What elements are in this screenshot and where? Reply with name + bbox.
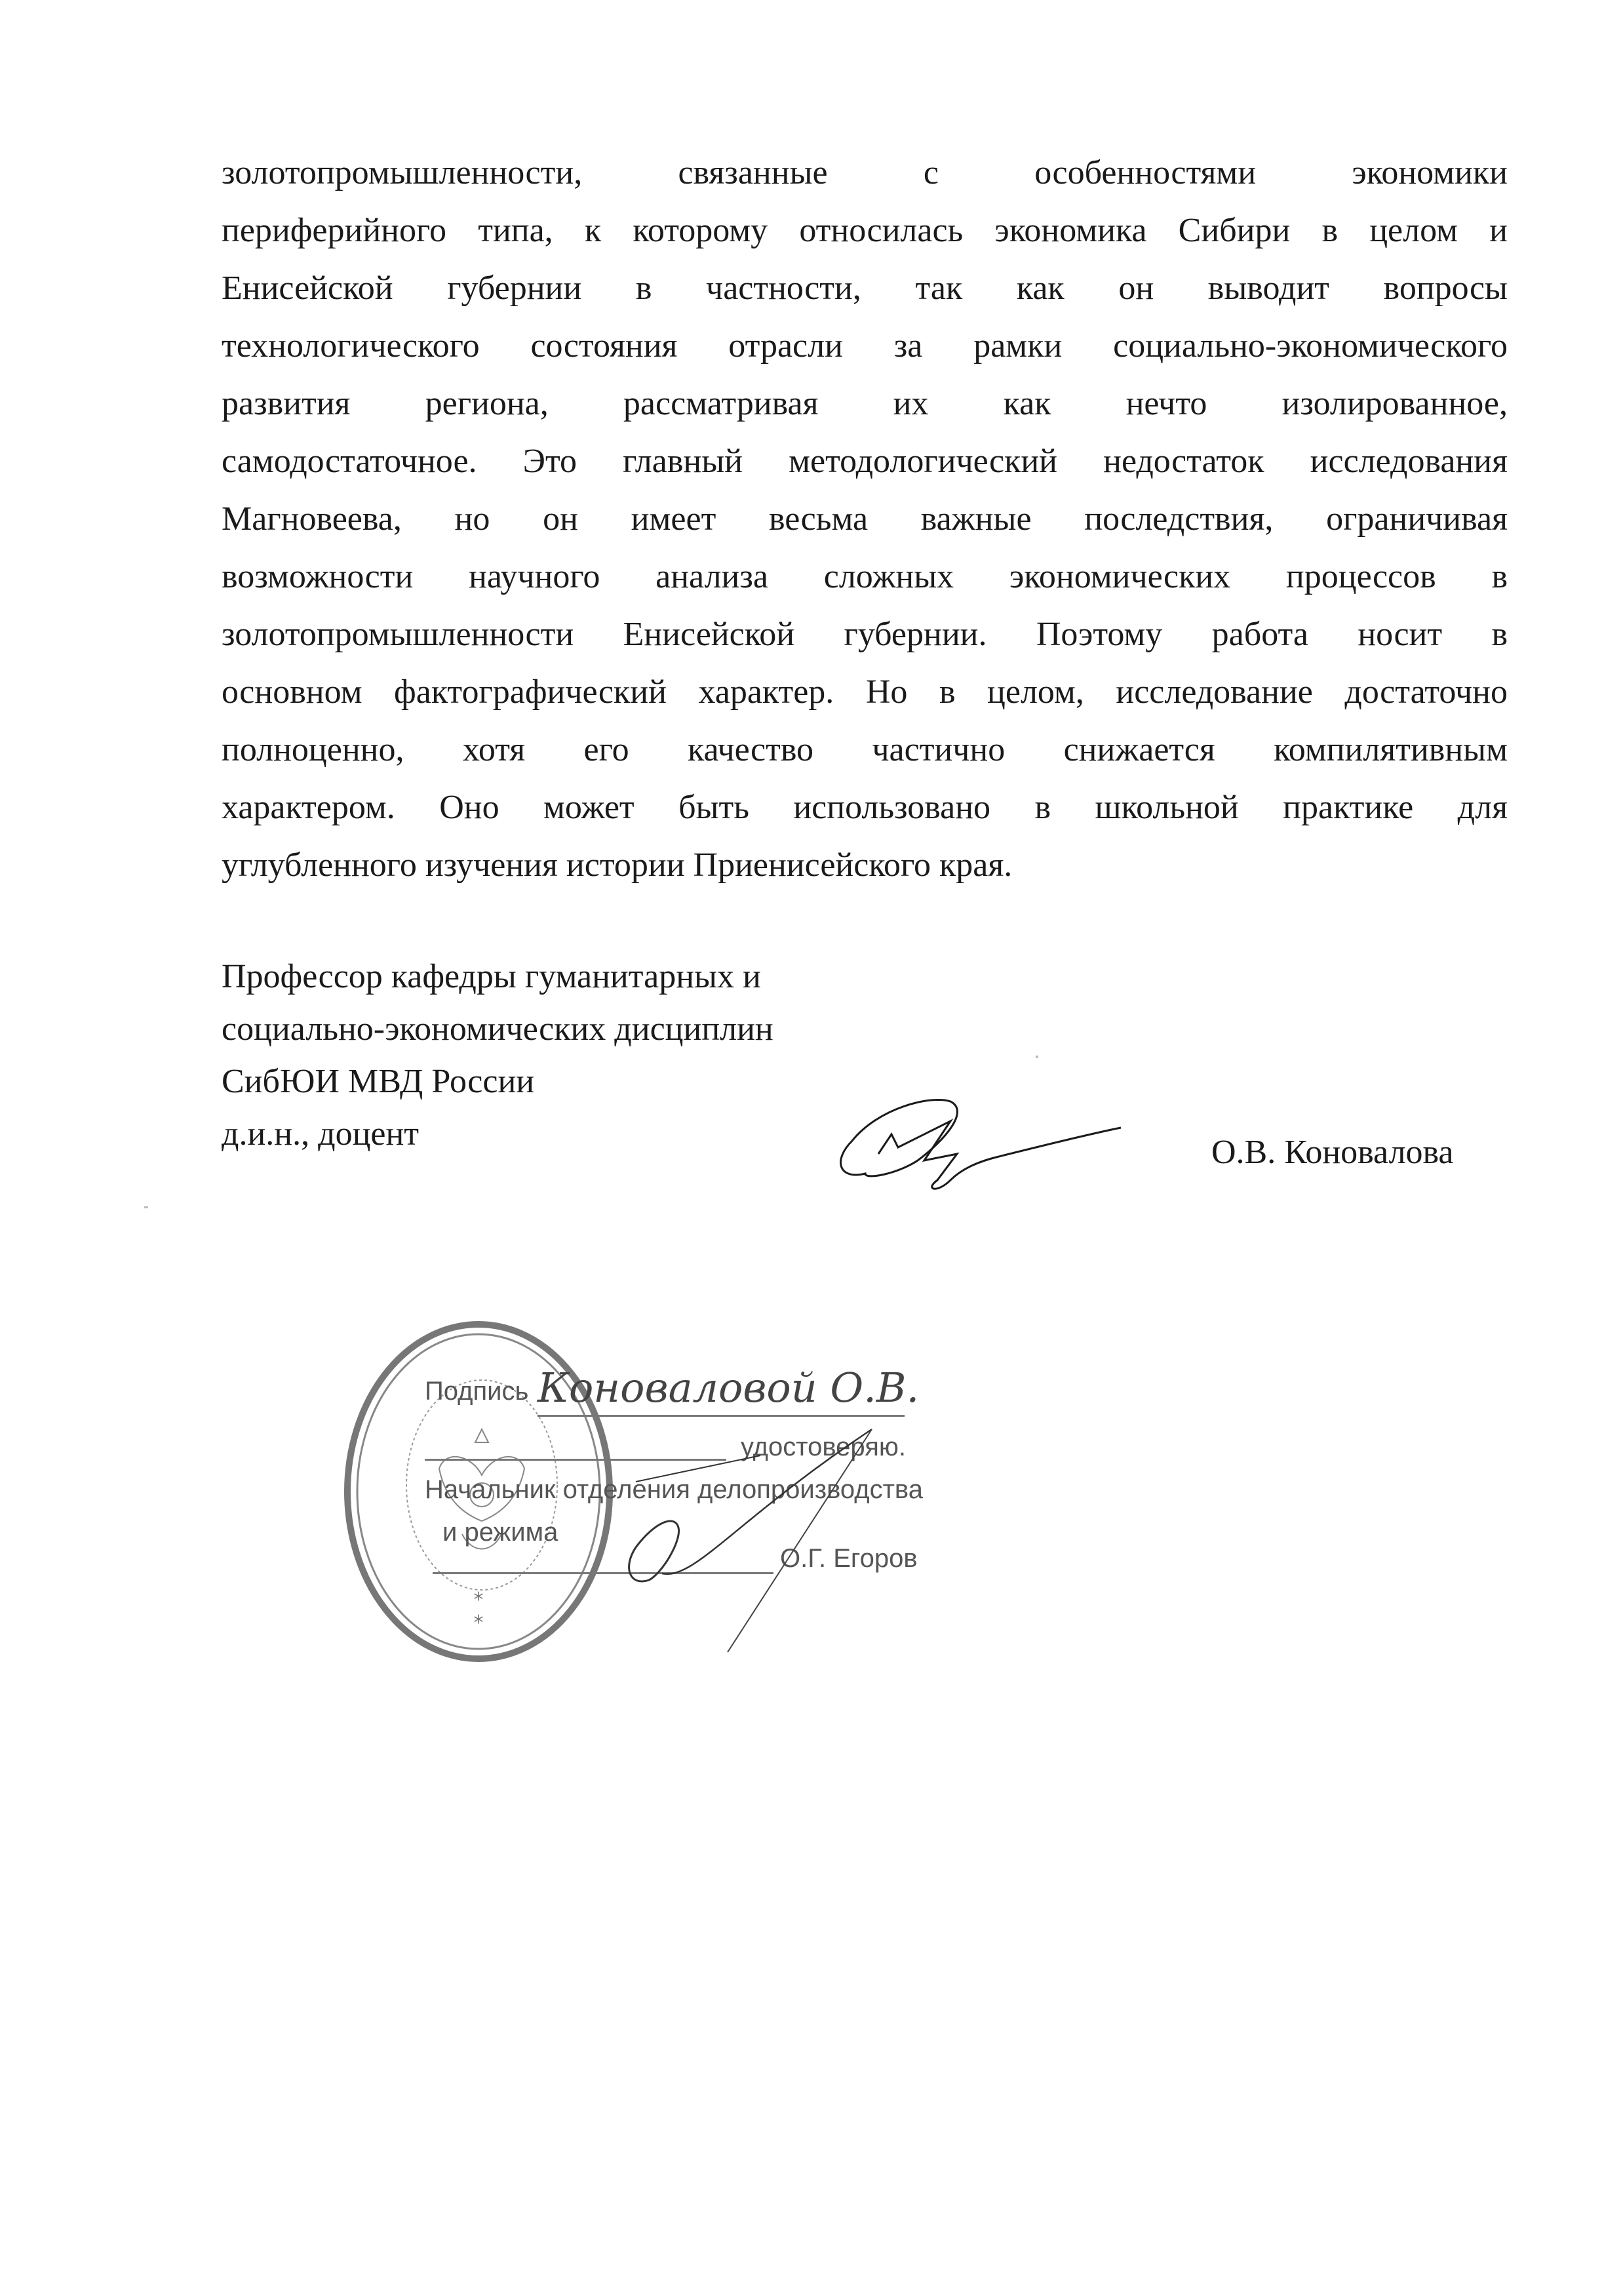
scan-speck [1036, 1056, 1038, 1058]
body-line: Енисейской губернии в частности, так как он выводит вопросы [222, 269, 1508, 307]
body-line: полноценно, хотя его качество частично снижается компилятивным [222, 731, 1508, 768]
svg-text:*: * [473, 1612, 484, 1634]
body-line: золотопромышленности, связанные с особенностями экономики [222, 154, 1508, 191]
certified-name-handwritten: Коноваловой О.В. [538, 1364, 920, 1412]
certifier-name: О.Г. Егоров [780, 1544, 918, 1573]
certification-block [341, 1318, 944, 1659]
certify-label: удостоверяю. [741, 1433, 906, 1461]
certifier-position: Начальник отделения делопроизводства [425, 1475, 923, 1504]
body-line: возможности научного анализа сложных экономических процессов в [222, 558, 1508, 595]
signatory-degree: д.и.н., доцент [222, 1115, 420, 1153]
body-line: самодостаточное. Это главный методологический недостаток исследования [222, 443, 1508, 480]
signatory-institution: СибЮИ МВД России [222, 1063, 535, 1100]
body-line: периферийного типа, к которому относилась экономика Сибири в целом и [222, 212, 1508, 249]
body-line: основном фактографический характер. Но в целом, исследование достаточно [222, 673, 1508, 711]
svg-text:*: * [473, 1589, 484, 1612]
signatory-title: Профессор кафедры гуманитарных и [222, 958, 761, 995]
body-line: золотопромышленности Енисейской губернии. Поэтому работа носит в [222, 616, 1508, 653]
signature-label: Подпись [425, 1377, 529, 1406]
body-line: Магновеева, но он имеет весьма важные последствия, ограничивая [222, 500, 1508, 538]
handwritten-signature [826, 1082, 1134, 1206]
body-paragraph [222, 144, 1508, 894]
signatory-name: О.В. Коновалова [1211, 1134, 1454, 1171]
certifier-signature [564, 1416, 878, 1659]
body-line: развития региона, рассматривая их как нечто изолированное, [222, 385, 1508, 422]
certifier-position-cont: и режима [442, 1518, 558, 1547]
body-line: углубленного изучения истории Приенисейского края. [222, 846, 1013, 884]
signatory-department: социально-экономических дисциплин [222, 1010, 773, 1048]
scan-speck [144, 1206, 148, 1208]
body-line: технологического состояния отрасли за рамки социально-экономического [222, 327, 1508, 365]
body-line: характером. Оно может быть использовано в школьной практике для [222, 789, 1508, 826]
